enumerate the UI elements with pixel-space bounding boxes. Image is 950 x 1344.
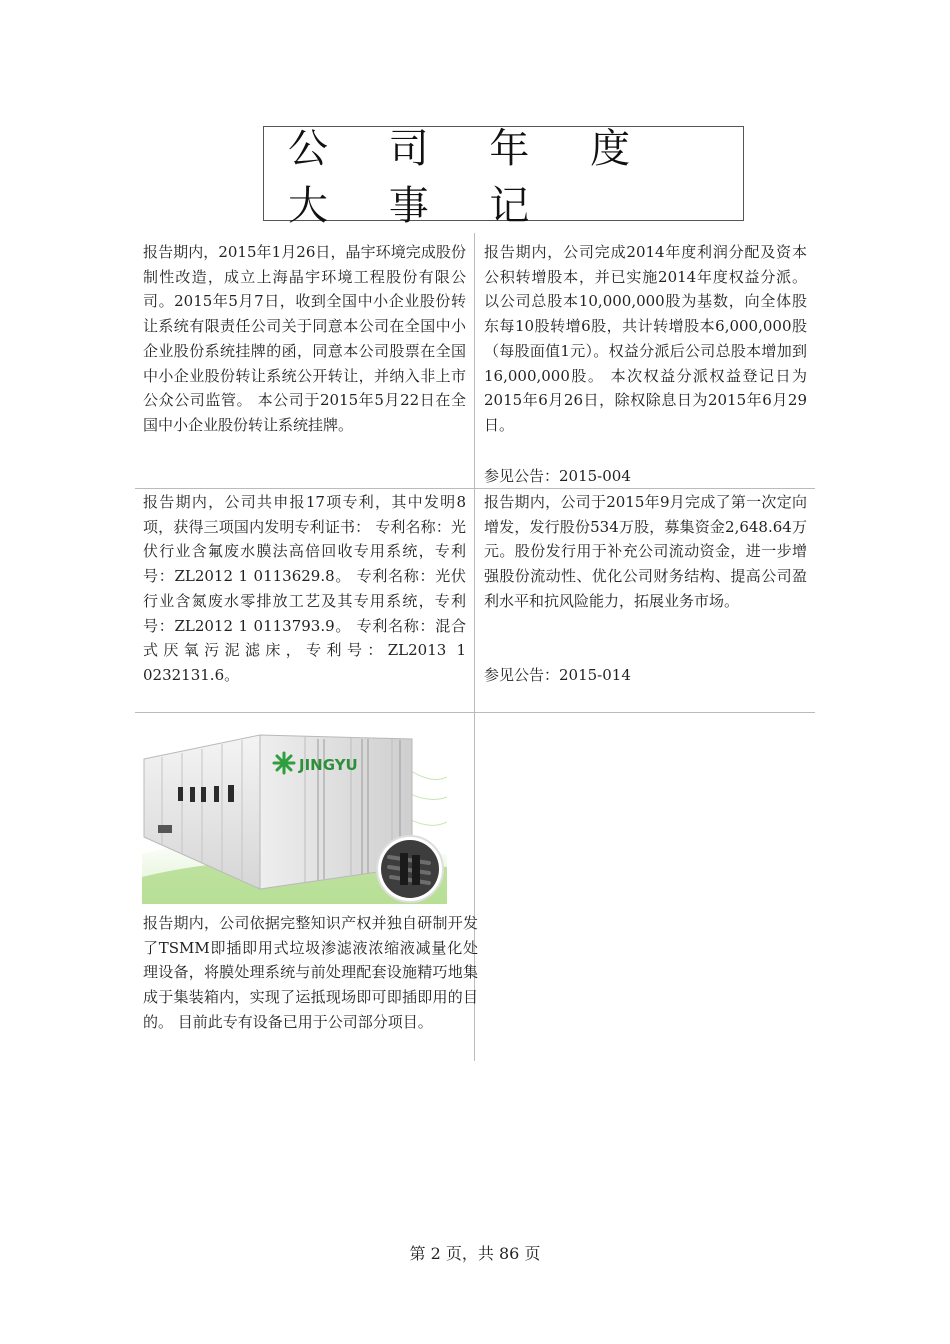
event-patents-text: 报告期内，公司共申报17项专利，其中发明8项，获得三项国内发明专利证书： 专利名称：光伏行业含氟废水膜法高倍回收专用系统，专利号：ZL2012 1 0113629.8。 专利名称：光伏行业含氮废水零排放工艺及其专用系统，专利号：ZL2012 1 0113793.9。 专利名称：混合式厌氧污泥滤床，专利号：ZL2013 1 0232131.6。 [143, 493, 466, 684]
event-placement-text: 报告期内，公司于2015年9月完成了第一次定向增发，发行股份534万股，募集资金2,648.64万元。股份发行用于补充公司流动资金，进一步增强股份流动性、优化公司财务结构、提高公司盈利水平和抗风险能力，拓展业务市场。 [484, 493, 807, 610]
table-row-divider [135, 712, 815, 713]
table-row-divider [135, 488, 815, 489]
event-equipment-text: 报告期内，公司依据完整知识产权并独自研制开发了TSMM即插即用式垃圾渗滤液浓缩液减量化处理设备，将膜处理系统与前处理配套设施精巧地集成于集装箱内，实现了运抵现场即可即插即用的目的。 目前此专有设备已用于公司部分项目。 [143, 914, 478, 1031]
event-dividend-text: 报告期内，公司完成2014年度利润分配及资本公积转增股本，并已实施2014年度权益分派。以公司总股本10,000,000股为基数，向全体股东每10股转增6股，共计转增股本6,000,000股（每股面值1元）。权益分派后公司总股本增加到16,000,000股。 本次权益分派权益登记日为2015年6月26日，除权除息日为2015年6月29日。 [484, 243, 807, 434]
product-brand: JINGYU [299, 756, 358, 774]
page-title: 公 司 年 度 大 事 记 [288, 125, 655, 229]
event-listing-text: 报告期内，2015年1月26日，晶宇环境完成股份制性改造，成立上海晶宇环境工程股份有限公司。2015年5月7日，收到全国中小企业股份转让系统有限责任公司关于同意本公司在全国中小企业股份系统挂牌的函，同意本公司股票在全国中小企业股份转让系统公开转让，并纳入非上市公众公司监管。 本公司于2015年5月22日在全国中小企业股份转让系统挂牌。 [143, 243, 466, 434]
event-dividend-reference: 参见公告：2015-004 [484, 467, 631, 485]
product-container-image [142, 717, 447, 904]
page-footer: 第 2 页，共 86 页 [409, 1244, 541, 1263]
title-box [263, 125, 744, 229]
event-placement-reference: 参见公告：2015-014 [484, 666, 631, 684]
